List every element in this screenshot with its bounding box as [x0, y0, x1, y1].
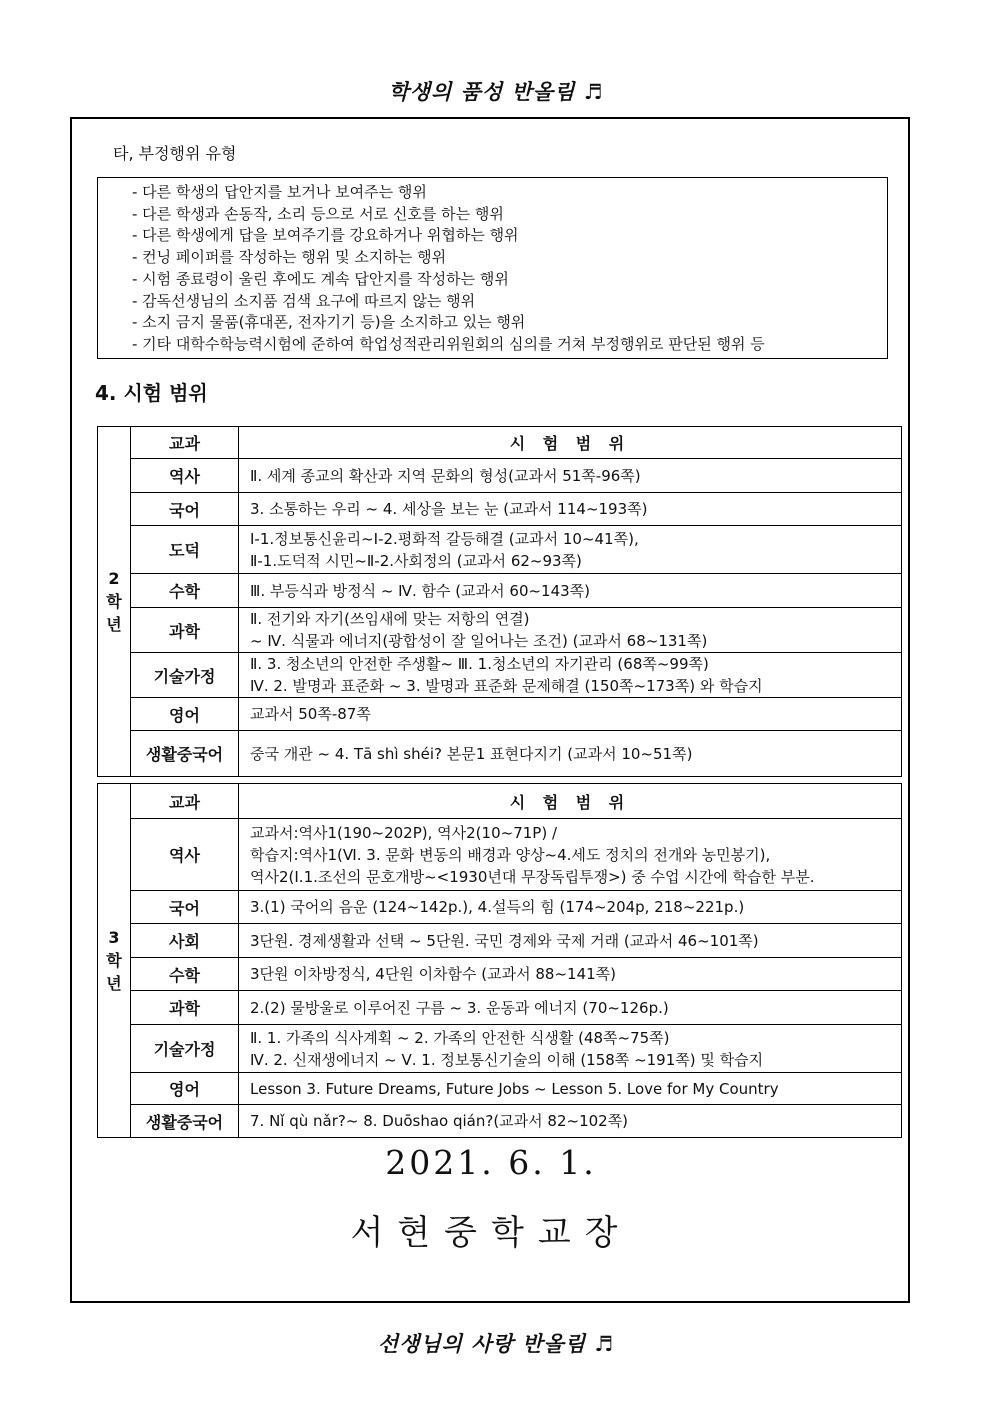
- range-line: Ⅱ. 3. 청소년의 안전한 주생활~ Ⅲ. 1.청소년의 자기관리 (68쪽~99쪽): [250, 655, 709, 673]
- subject-cell: 국어: [131, 493, 239, 526]
- range-cell: [239, 819, 902, 891]
- range-cell: [239, 924, 902, 958]
- subject-cell: 국어: [131, 891, 239, 924]
- range-cell: [239, 574, 902, 608]
- range-cell: [239, 1105, 902, 1138]
- range-cell: [239, 1073, 902, 1105]
- range-line: Ⅳ. 2. 발명과 표준화 ~ 3. 발명과 표준화 문제해결 (150쪽~173쪽) 와 학습지: [250, 677, 763, 695]
- subject-cell: 수학: [131, 574, 239, 608]
- grade2-label-char: 년: [106, 615, 122, 634]
- cheating-rule-item: - 컨닝 페이퍼를 작성하는 행위 및 소지하는 행위: [132, 248, 447, 267]
- range-line: Ⅰ-1.정보통신윤리~Ⅰ-2.평화적 갈등해결 (교과서 10~41쪽),: [250, 529, 639, 548]
- cheating-rules-box: [97, 177, 888, 359]
- range-cell: [239, 459, 902, 493]
- subject-cell: 수학: [131, 958, 239, 991]
- range-line: 역사2(Ⅰ.1.조선의 문호개방~<1930년대 무장독립투쟁>) 중 수업 시간에 학습한 부분.: [250, 867, 815, 886]
- subject-cell: 생활중국어: [131, 731, 239, 777]
- cheating-rule-item: - 시험 종료령이 울린 후에도 계속 답안지를 작성하는 행위: [132, 269, 509, 288]
- range-line: 교과서 50쪽-87쪽: [250, 705, 371, 723]
- cheating-rule-item: - 기타 대학수학능력시험에 준하여 학업성적관리위원회의 심의를 거쳐 부정행위로 판단된 행위 등: [132, 334, 765, 353]
- subject-cell: 과학: [131, 991, 239, 1025]
- range-cell: [239, 698, 902, 731]
- range-line: 중국 개관 ~ 4. Tā shì shéi? 본문1 표현다지기 (교과서 10~51쪽): [250, 744, 693, 763]
- range-line: 7. Nǐ qù nǎr?~ 8. Duōshao qián?(교과서 82~102쪽): [250, 1112, 629, 1130]
- grade3-label-char: 년: [106, 974, 122, 993]
- grade3-label-char: 학: [106, 951, 122, 970]
- cheating-rule-item: - 다른 학생에게 답을 보여주기를 강요하거나 위협하는 행위: [132, 226, 519, 245]
- range-cell: [239, 653, 902, 698]
- range-cell: [239, 493, 902, 526]
- range-header: 시 험 범 위: [239, 427, 902, 459]
- cheating-rule-item: - 다른 학생의 답안지를 보거나 보여주는 행위: [132, 183, 427, 201]
- grade2-label: [98, 427, 131, 777]
- range-cell: [239, 731, 902, 777]
- range-line: 3단원 이차방정식, 4단원 이차함수 (교과서 88~141쪽): [250, 965, 617, 983]
- range-cell: [239, 526, 902, 574]
- range-line: ~ Ⅳ. 식물과 에너지(광합성이 잘 일어나는 조건) (교과서 68~131쪽): [250, 632, 708, 650]
- range-cell: [239, 608, 902, 653]
- range-cell: [239, 991, 902, 1025]
- subject-cell: 역사: [131, 459, 239, 493]
- range-line: Ⅱ-1.도덕적 시민~Ⅱ-2.사회정의 (교과서 62~93쪽): [250, 551, 582, 570]
- subject-cell: 영어: [131, 1073, 239, 1105]
- subject-cell: 도덕: [131, 526, 239, 574]
- range-line: Ⅱ. 전기와 자기(쓰임새에 맞는 저항의 연결): [250, 610, 530, 628]
- header-motto: 학생의 품성 반올림 ♬: [388, 80, 604, 104]
- cheating-rule-item: - 감독선생님의 소지품 검색 요구에 따르지 않는 행위: [132, 291, 476, 310]
- range-line: Ⅱ. 세계 종교의 확산과 지역 문화의 형성(교과서 51쪽-96쪽): [250, 466, 641, 485]
- footer-motto: 선생님의 사랑 반올림 ♬: [377, 1332, 615, 1356]
- subject-cell: 생활중국어: [131, 1105, 239, 1138]
- range-line: 학습지:역사1(Ⅵ. 3. 문화 변동의 배경과 양상~4.세도 정치의 전개와 농민봉기),: [250, 845, 771, 864]
- grade2-label-char: 학: [106, 592, 122, 611]
- range-line: 3.(1) 국어의 음운 (124~142p.), 4.설득의 힘 (174~204p, 218~221p.): [250, 898, 745, 916]
- grade2-label-char: 2: [108, 569, 120, 588]
- subject-cell: 기술가정: [131, 653, 239, 698]
- range-line: 3. 소통하는 우리 ~ 4. 세상을 보는 눈 (교과서 114~193쪽): [250, 500, 648, 518]
- principal-signature: 서현중학교장: [350, 1213, 632, 1253]
- grade3-label-char: 3: [108, 928, 120, 947]
- subject-cell: 영어: [131, 698, 239, 731]
- subject-header: 교과: [131, 784, 239, 819]
- subject-cell: 역사: [131, 819, 239, 891]
- range-line: Lesson 3. Future Dreams, Future Jobs ~ Lesson 5. Love for My Country: [250, 1079, 779, 1098]
- range-header: 시 험 범 위: [239, 784, 902, 819]
- grade2-exam-table: [97, 426, 902, 777]
- cheating-section-title: 타, 부정행위 유형: [113, 144, 237, 163]
- subject-header: 교과: [131, 427, 239, 459]
- range-line: 2.(2) 물방울로 이루어진 구름 ~ 3. 운동과 에너지 (70~126p.): [250, 998, 669, 1017]
- cheating-rule-item: - 다른 학생과 손동작, 소리 등으로 서로 신호를 하는 행위: [132, 204, 504, 223]
- range-cell: [239, 891, 902, 924]
- subject-cell: 과학: [131, 608, 239, 653]
- subject-cell: 기술가정: [131, 1025, 239, 1073]
- section-title-exam-range: 4. 시험 범위: [95, 381, 208, 405]
- cheating-rule-item: - 소지 금지 물품(휴대폰, 전자기기 등)을 소지하고 있는 행위: [132, 313, 526, 332]
- subject-cell: 사회: [131, 924, 239, 958]
- range-line: Ⅱ. 1. 가족의 식사계획 ~ 2. 가족의 안전한 식생활 (48쪽~75쪽): [250, 1028, 670, 1047]
- range-line: 교과서:역사1(190~202P), 역사2(10~71P) /: [250, 823, 557, 842]
- grade3-exam-table: [97, 783, 902, 1138]
- grade3-label: [98, 784, 131, 1138]
- document-date: 2021. 6. 1.: [385, 1143, 597, 1182]
- range-cell: [239, 958, 902, 991]
- range-line: 3단원. 경제생활과 선택 ~ 5단원. 국민 경제와 국제 거래 (교과서 46~101쪽): [250, 931, 759, 950]
- range-line: Ⅳ. 2. 신재생에너지 ~ Ⅴ. 1. 정보통신기술의 이해 (158쪽 ~191쪽) 및 학습지: [250, 1050, 764, 1069]
- range-cell: [239, 1025, 902, 1073]
- range-line: Ⅲ. 부등식과 방정식 ~ Ⅳ. 함수 (교과서 60~143쪽): [250, 581, 591, 600]
